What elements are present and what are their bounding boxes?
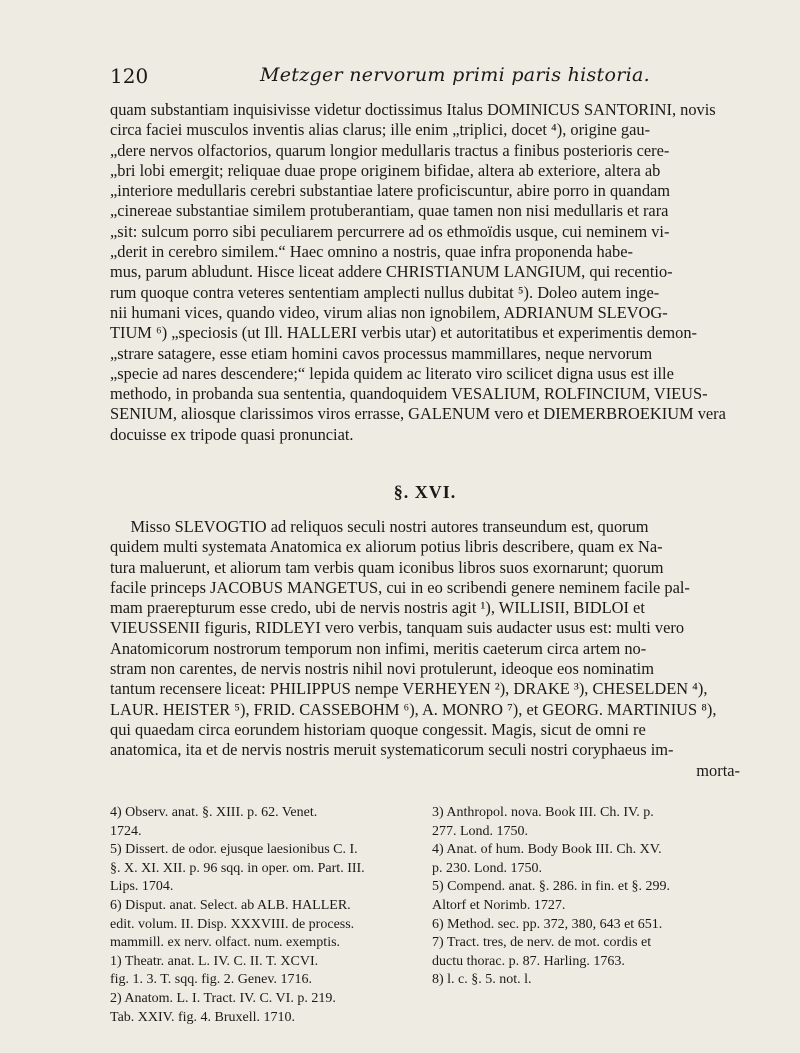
footnote-line: §. X. XI. XII. p. 96 sqq. in oper. om. Part. III. bbox=[110, 860, 365, 876]
text-line: TIUM ⁶) „speciosis (ut Ill. HALLERI verbis utar) et autoritatibus et experimentis demon- bbox=[110, 323, 697, 343]
footnote-line: fig. 1. 3. T. sqq. fig. 2. Genev. 1716. bbox=[110, 972, 312, 988]
text-line: mus, parum abludunt. Hisce liceat addere CHRISTIANUM LANGIUM, qui recentio- bbox=[110, 262, 673, 282]
footnote-line: edit. volum. II. Disp. XXXVIII. de process. bbox=[110, 916, 355, 932]
main-paragraph bbox=[110, 100, 740, 445]
text-line: circa faciei musculos inventis alias clarus; ille enim „triplici, docet ⁴), origine gau- bbox=[110, 120, 651, 140]
footnote-line: p. 230. Lond. 1750. bbox=[432, 860, 543, 876]
footnotes-right-column bbox=[432, 804, 742, 990]
text-line: facile princeps JACOBUS MANGETUS, cui in eo scribendi genere neminem facile pal- bbox=[110, 577, 690, 597]
footnote-line: 6) Method. sec. pp. 372, 380, 643 et 651. bbox=[432, 916, 663, 932]
text-line: SENIUM, aliosque clarissimos viros errasse, GALENUM vero et DIEMERBROEKIUM vera bbox=[110, 404, 726, 424]
footnote-line: 4) Anat. of hum. Body Book III. Ch. XV. bbox=[432, 842, 662, 858]
text-line: VIEUSSENII figuris, RIDLEYI vero verbis, tanquam suis audacter usus est: multi vero bbox=[110, 618, 685, 638]
footnote-line: 5) Dissert. de odor. ejusque laesionibus C. I. bbox=[110, 842, 358, 858]
text-line: „interiore medullaris cerebri substantiae latere proficiscuntur, abire porro in quandam bbox=[110, 181, 671, 201]
text-line: mam praerepturum esse credo, ubi de nervis nostris agit ¹), WILLISII, BIDLOI et bbox=[110, 598, 645, 618]
footnotes-left-column bbox=[110, 804, 420, 1027]
text-line: „sit: sulcum porro sibi peculiarem percurrere ad os ethmoïdis usque, cui neminem vi- bbox=[110, 221, 670, 241]
text-line: LAUR. HEISTER ⁵), FRID. CASSEBOHM ⁶), A. MONRO ⁷), et GEORG. MARTINIUS ⁸), bbox=[110, 699, 717, 719]
footnote-line: 4) Observ. anat. §. XIII. p. 62. Venet. bbox=[110, 805, 318, 820]
text-line: methodo, in probanda sua sententia, quandoquidem VESALIUM, ROLFINCIUM, VIEUS- bbox=[110, 384, 708, 404]
text-line: anatomica, ita et de nervis nostris meruit systematicorum seculi nostri coryphaeus im- bbox=[110, 740, 674, 760]
text-line: quidem multi systemata Anatomica ex aliorum potius libris describere, quam ex Na- bbox=[110, 537, 663, 557]
text-line: „dere nervos olfactorios, quarum longior medullaris tractus a finibus posterioris cere- bbox=[110, 140, 670, 160]
text-line: „specie ad nares descendere;“ lepida quidem ac literato viro scilicet digna usus est ille bbox=[110, 363, 674, 383]
footnote-line: 8) l. c. §. 5. not. l. bbox=[432, 972, 532, 988]
text-line: „cinereae substantiae similem protuberantiam, quae tamen non nisi medullaris et rara bbox=[110, 201, 669, 221]
text-line: „strare satagere, esse etiam homini cavos processus mammillares, neque nervorum bbox=[110, 343, 653, 363]
footnote-line: Altorf et Norimb. 1727. bbox=[432, 897, 566, 913]
footnote-line: mammill. ex nerv. olfact. num. exemptis. bbox=[110, 935, 341, 951]
footnote-line: 1) Theatr. anat. L. IV. C. II. T. XCVI. bbox=[110, 953, 319, 969]
text-line: qui quaedam circa eorundem historiam quoque congessit. Magis, sicut de omni re bbox=[110, 719, 646, 739]
text-line: „derit in cerebro similem.“ Haec omnino a nostris, quae infra proponenda habe- bbox=[110, 242, 633, 262]
footnote-line: 277. Lond. 1750. bbox=[432, 823, 529, 839]
footnote-line: 3) Anthropol. nova. Book III. Ch. IV. p. bbox=[432, 805, 654, 820]
footnote-line: 7) Tract. tres, de nerv. de mot. cordis et bbox=[432, 935, 652, 951]
text-line: Misso SLEVOGTIO ad reliquos seculi nostri autores transeundum est, quorum bbox=[110, 517, 649, 536]
text-line: tantum recensere liceat: PHILIPPUS nempe VERHEYEN ²), DRAKE ³), CHESELDEN ⁴), bbox=[110, 679, 708, 699]
section-heading: §. XVI. bbox=[393, 482, 457, 502]
footnote-line: ductu thorac. p. 87. Harling. 1763. bbox=[432, 953, 625, 969]
footnote-line: 1724. bbox=[110, 823, 142, 839]
page-number: 120 bbox=[110, 64, 149, 88]
text-line: morta- bbox=[696, 760, 740, 780]
text-line: „bri lobi emergit; reliquae duae prope originem bifidae, altera ab exteriore, altera ab bbox=[110, 160, 661, 180]
text-line: docuisse ex tripode quasi pronunciat. bbox=[110, 424, 354, 444]
footnote-line: 6) Disput. anat. Select. ab ALB. HALLER. bbox=[110, 897, 351, 913]
running-title: Metzger nervorum primi paris historia. bbox=[260, 64, 650, 86]
text-line: quam substantiam inquisivisse videtur doctissimus Italus DOMINICUS SANTORINI, novis bbox=[110, 100, 716, 119]
text-line: stram non carentes, de nervis nostris nihil novi protulerunt, ideoque eos nominatim bbox=[110, 659, 654, 679]
footnote-line: 5) Compend. anat. §. 286. in fin. et §. 299. bbox=[432, 879, 670, 895]
text-line: tura maluerunt, et aliorum tam verbis quam iconibus libros suos exornarunt; quorum bbox=[110, 557, 664, 577]
page-header bbox=[110, 60, 740, 90]
text-line: Anatomicorum nostrorum temporum non infimi, meritis caeterum circa artem no- bbox=[110, 638, 647, 658]
text-line: nii humani vices, quando video, virum alias non ignobilem, ADRIANUM SLEVOG- bbox=[110, 302, 668, 322]
section-paragraph bbox=[110, 517, 740, 781]
text-line: rum quoque contra veteres sententiam amplecti nullus dubitat ⁵). Doleo autem inge- bbox=[110, 282, 660, 302]
footnote-line: Lips. 1704. bbox=[110, 879, 174, 895]
footnote-line: 2) Anatom. L. I. Tract. IV. C. VI. p. 219. bbox=[110, 990, 336, 1006]
footnote-line: Tab. XXIV. fig. 4. Bruxell. 1710. bbox=[110, 1009, 296, 1025]
